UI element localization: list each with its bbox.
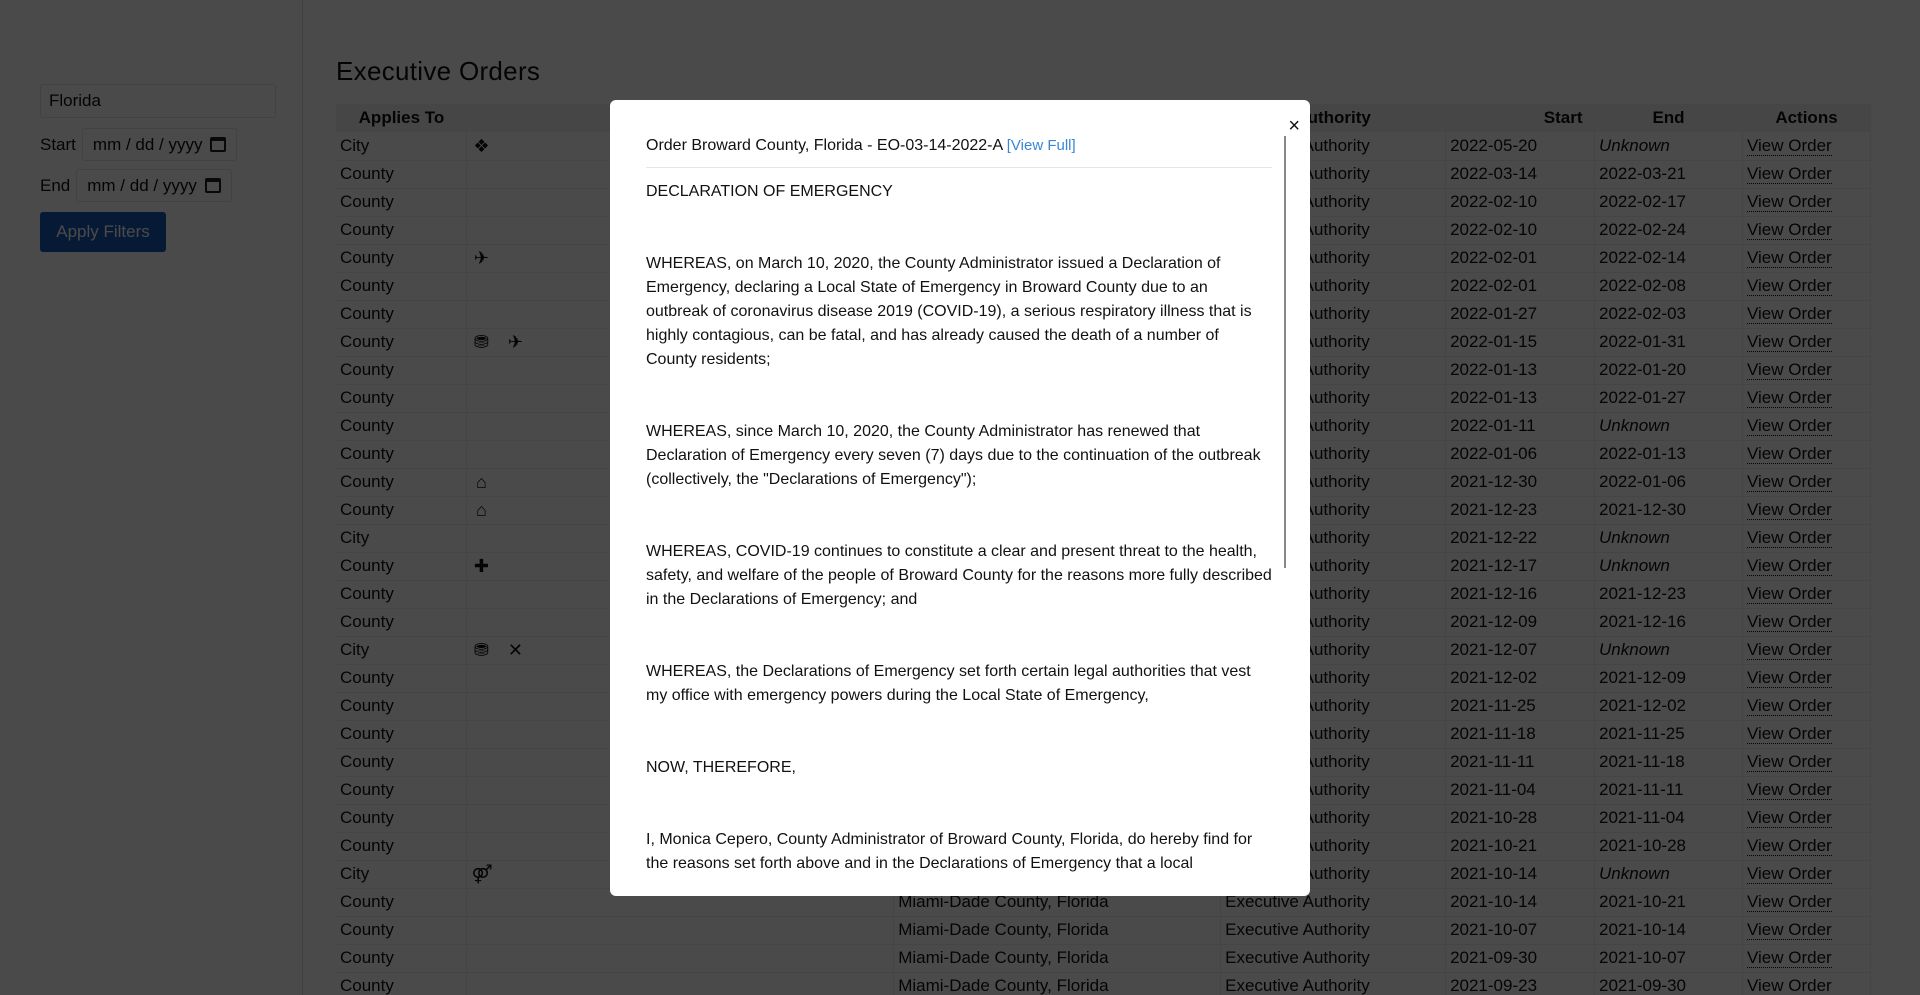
order-paragraph: WHEREAS, the Declarations of Emergency set forth certain legal authorities that vest my office with emergency powers during the Local State of Emergency, bbox=[646, 663, 1251, 704]
order-paragraph: WHEREAS, COVID-19 continues to constitute a clear and present threat to the health, safety, and welfare of the people of Broward County for the reasons more fully described in the Declarations of Emergency; and bbox=[646, 543, 1272, 608]
modal-header bbox=[646, 100, 1272, 168]
order-paragraph: WHEREAS, since March 10, 2020, the County Administrator has renewed that Declaration of Emergency every seven (7) days due to the continuation of the outbreak (collectively, the "Declarations of Emergency"); bbox=[646, 423, 1261, 488]
modal-scrollbar[interactable] bbox=[1284, 136, 1286, 568]
order-modal bbox=[610, 100, 1310, 896]
modal-title: Order Broward County, Florida - EO-03-14-2022-A bbox=[646, 137, 1003, 154]
view-full-link[interactable]: [View Full] bbox=[1006, 137, 1076, 154]
order-paragraph: I, Monica Cepero, County Administrator of Broward County, Florida, do hereby find for the reasons set forth above and in the Declarations of Emergency that a local bbox=[646, 831, 1253, 872]
order-heading: DECLARATION OF EMERGENCY bbox=[646, 183, 893, 200]
close-icon[interactable]: × bbox=[1288, 115, 1300, 137]
order-paragraph: NOW, THEREFORE, bbox=[646, 759, 796, 776]
order-paragraph: WHEREAS, on March 10, 2020, the County Administrator issued a Declaration of Emergency, declaring a Local State of Emergency in Broward County due to an outbreak of coronavirus disease 2019 (COVID-19), a serious respiratory illness that is highly contagious, can be fatal, and has already caused the death of a number of County residents; bbox=[646, 255, 1252, 368]
modal-body bbox=[646, 180, 1272, 876]
